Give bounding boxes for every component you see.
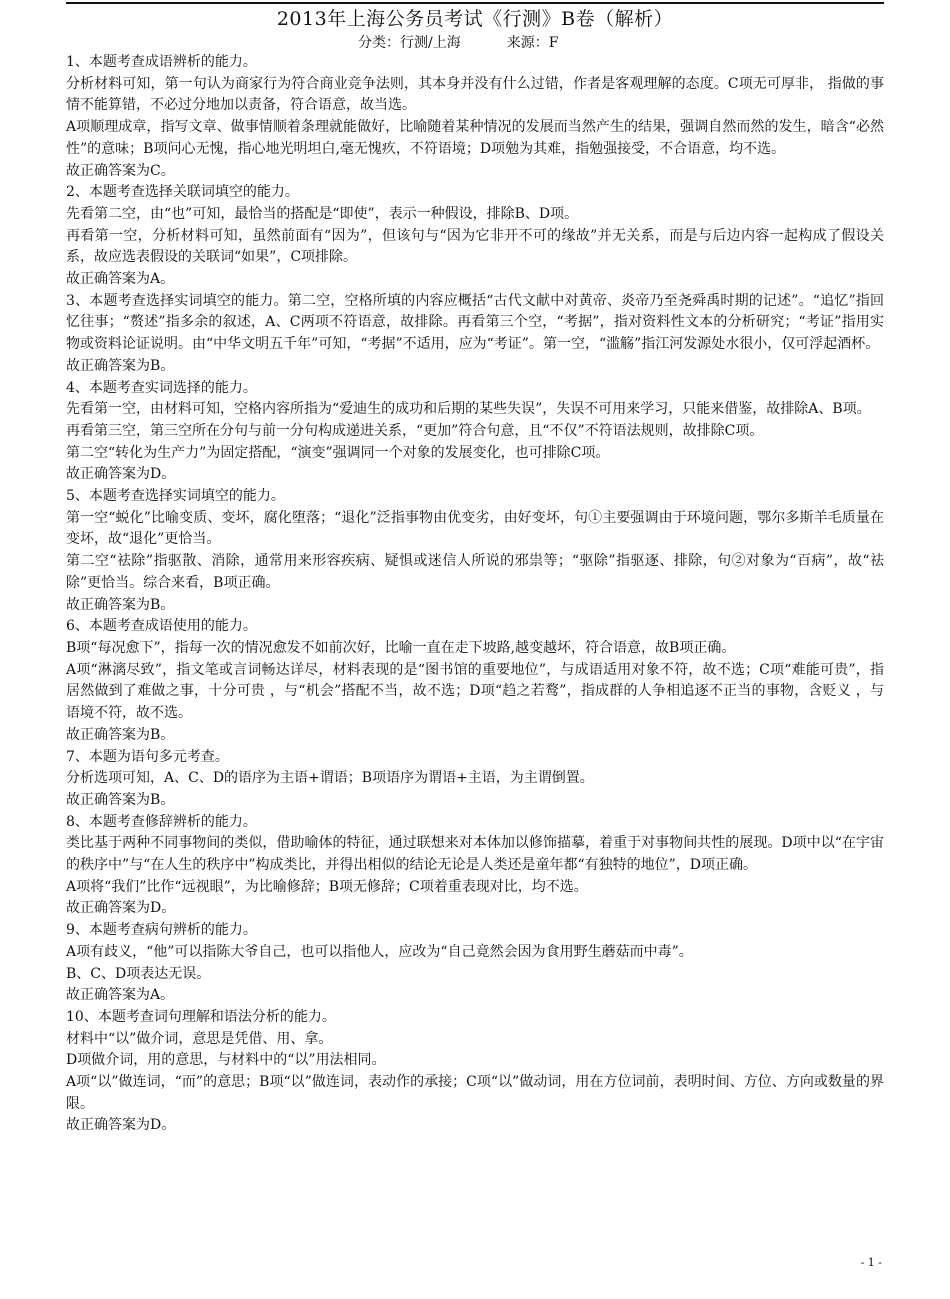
paragraph: A项将“我们”比作“远视眼”，为比喻修辞；B项无修辞；C项着重表现对比，均不选。	[66, 878, 588, 895]
top-rule	[66, 2, 884, 4]
paragraph: 8、本题考查修辞辨析的能力。	[66, 813, 257, 830]
paragraph: 先看第二空，由“也”可知，最恰当的搭配是“即使”，表示一种假设，排除B、D项。	[66, 205, 579, 222]
paragraph: 1、本题考查成语辨析的能力。	[66, 54, 257, 70]
paragraph: 4、本题考查实词选择的能力。	[66, 379, 257, 396]
paragraph: 分析选项可知，A、C、D的语序为主语+谓语；B项语序为谓语+主语，为主谓倒置。	[66, 770, 594, 787]
paragraph: 6、本题考查成语使用的能力。	[66, 618, 257, 635]
paragraph: 再看第三空，第三空所在分句与前一分句构成递进关系，“更加”符合句意，且“不仅”不符语法规则，故排除C项。	[66, 422, 764, 439]
page-title: 2013年上海公务员考试《行测》B卷（解析）	[276, 8, 674, 30]
paragraph: 故正确答案为B。	[66, 726, 175, 743]
paragraph: 故正确答案为C。	[66, 162, 175, 179]
paragraph: 类比基于两种不同事物间的类似，借助喻体的特征，通过联想来对本体加以修饰描摹，着重于对事物间共性的展现。D项中以“在宇宙的秩序中”与“在人生的秩序中”构成类比，并得出相似的结论无论是人类还是童年都“有独特的地位”，D项正确。	[66, 835, 884, 874]
document-meta	[358, 34, 558, 52]
source-label: 来源：F	[506, 35, 559, 51]
paragraph: 分析材料可知，第一句认为商家行为符合商业竞争法则，其本身并没有什么过错，作者是客观理解的态度。C项无可厚非， 指做的事情不能算错，不必过分地加以责备，符合语意，故当选。	[66, 75, 884, 114]
paragraph: 故正确答案为B。	[66, 357, 175, 374]
paragraph: 故正确答案为D。	[66, 900, 176, 917]
page-number: - 1 -	[860, 1256, 882, 1269]
paragraph: 再看第一空，分析材料可知，虽然前面有“因为”，但该句与“因为它非开不可的缘故”并无关系，而是与后边内容一起构成了假设关系，故应选表假设的关联词“如果”，C项排除。	[66, 227, 884, 266]
paragraph: 先看第一空，由材料可知，空格内容所指为“爱迪生的成功和后期的某些失误”，失误不可用来学习，只能来借鉴，故排除A、B项。	[66, 401, 871, 418]
document-body	[66, 52, 884, 1137]
paragraph: B项“每况愈下”，指每一次的情况愈发不如前次好，比喻一直在走下坡路,越变越坏，符合语意，故B项正确。	[66, 639, 736, 656]
paragraph: 5、本题考查选择实词填空的能力。	[66, 488, 285, 505]
paragraph: 第一空“蜕化”比喻变质、变坏，腐化堕落；“退化”泛指事物由优变劣，由好变坏，句①主要强调由于环境问题，鄂尔多斯羊毛质量在变坏，故“退化”更恰当。	[66, 509, 884, 548]
paragraph: 2、本题考查选择关联词填空的能力。	[66, 184, 299, 201]
paragraph: A项“淋漓尽致”，指文笔或言词畅达详尽，材料表现的是“图书馆的重要地位”，与成语适用对象不符，故不选；C项“难能可贵”，指居然做到了难做之事，十分可贵 ，与“机会”搭配不当，故不选；D项“趋之若鹜”，指成群的人争相追逐不正当的事物，含贬义 ，与语境不符，故不选。	[66, 661, 884, 722]
paragraph: B、C、D项表达无误。	[66, 965, 211, 982]
paragraph: D项做介词，用的意思，与材料中的“以”用法相同。	[66, 1052, 386, 1069]
paragraph: 故正确答案为A。	[66, 987, 175, 1004]
paragraph: A项“以”做连词，“而”的意思；B项“以”做连词，表动作的承接；C项“以”做动词，用在方位词前，表明时间、方位、方向或数量的界限。	[66, 1074, 884, 1112]
paragraph: 7、本题为语句多元考查。	[66, 748, 229, 765]
paragraph: A项顺理成章，指写文章、做事情顺着条理就能做好，比喻随着某种情况的发展而当然产生的结果，强调自然而然的发生，暗含“必然性”的意味；B项问心无愧，指心地光明坦白,毫无愧疚，不符语境；D项勉为其难，指勉强接受，不合语意，均不选。	[66, 119, 884, 157]
paragraph: 材料中“以”做介词，意思是凭借、用、拿。	[66, 1030, 333, 1047]
paragraph: 10、本题考查词句理解和语法分析的能力。	[66, 1008, 336, 1025]
paragraph: A项有歧义，“他”可以指陈大爷自己，也可以指他人，应改为“自己竟然会因为食用野生蘑菇而中毒”。	[66, 943, 693, 960]
paragraph: 9、本题考查病句辨析的能力。	[66, 922, 257, 939]
paragraph: 故正确答案为D。	[66, 1117, 176, 1134]
paragraph: 故正确答案为B。	[66, 791, 175, 808]
paragraph: 3、本题考查选择实词填空的能力。第二空，空格所填的内容应概括“古代文献中对黄帝、炎帝乃至尧舜禹时期的记述”。“追忆”指回忆往事；“赘述”指多余的叙述，A、C两项不符语意，故排除。再看第三个空，“考据”，指对资料性文本的分析研究；“考证”指用实物或资料论证说明。由“中华文明五千年”可知，“考据”不适用，应为“考证”。第一空，“滥觞”指江河发源处水很小，仅可浮起酒杯。	[66, 292, 884, 353]
paragraph: 第二空“转化为生产力”为固定搭配，“演变”强调同一个对象的发展变化，也可排除C项。	[66, 444, 610, 461]
paragraph: 故正确答案为B。	[66, 596, 175, 613]
paragraph: 第二空“祛除”指驱散、消除，通常用来形容疾病、疑惧或迷信人所说的邪祟等；“驱除”指驱逐、排除，句②对象为“百病”，故“祛除”更恰当。综合来看，B项正确。	[66, 553, 884, 591]
paragraph: 故正确答案为A。	[66, 271, 175, 288]
category-label: 分类：行测/上海	[358, 35, 461, 51]
paragraph: 故正确答案为D。	[66, 466, 176, 483]
